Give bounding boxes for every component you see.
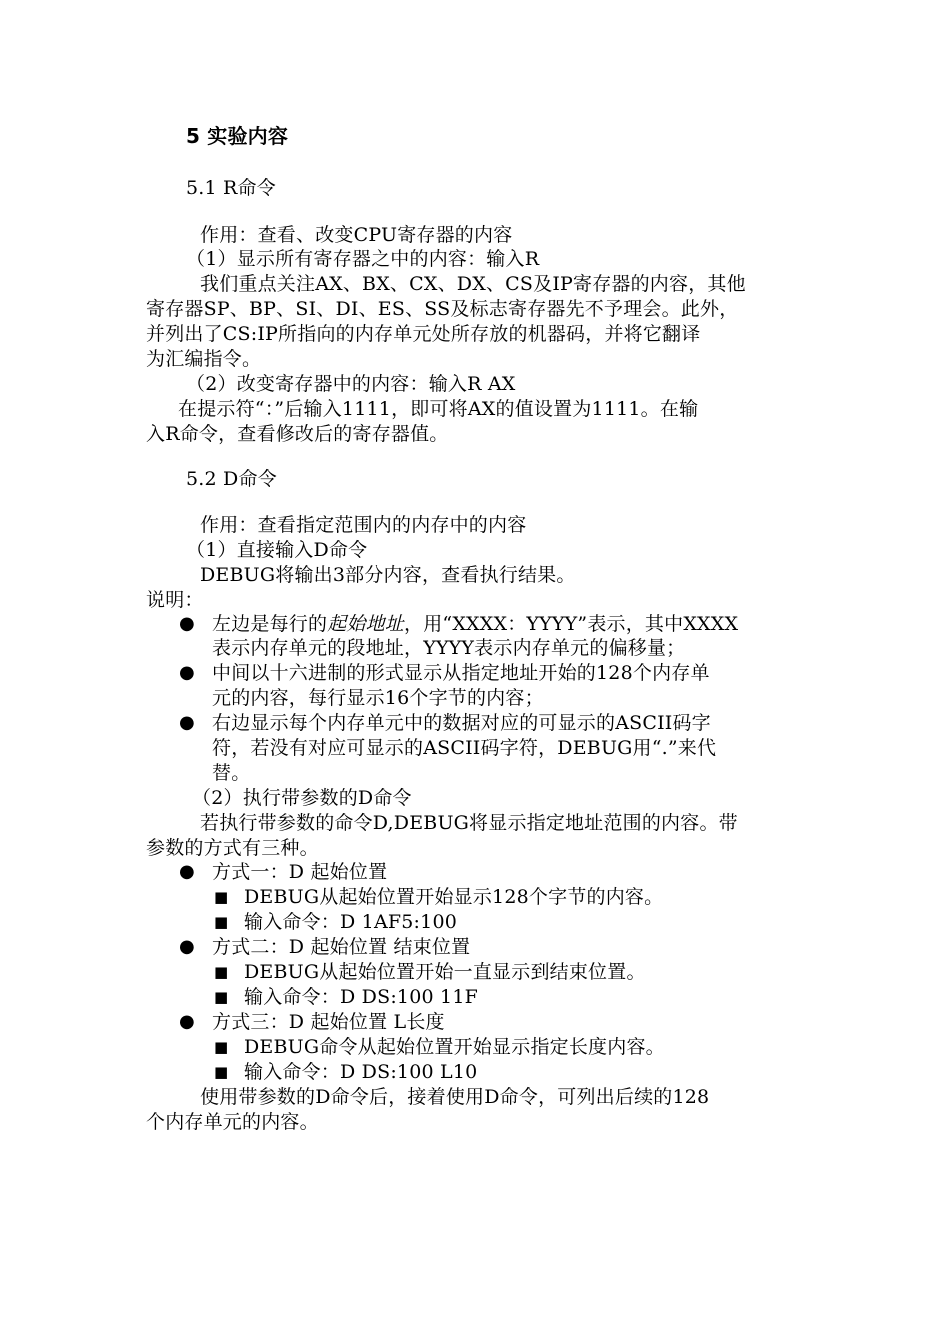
d-command-item-1-desc: DEBUG将输出3部分内容，查看执行结果。: [200, 564, 576, 586]
method-2-command: 输入命令：D DS:100 11F: [244, 986, 478, 1008]
square-bullet-icon: ■: [214, 1063, 229, 1081]
method-3: 方式三：D 起始位置 L长度: [212, 1011, 445, 1033]
square-bullet-icon: ■: [214, 888, 229, 906]
bullet-text-segment: 左边是每行的: [212, 613, 328, 635]
method-3-detail: DEBUG命令从起始位置开始显示指定长度内容。: [244, 1036, 665, 1058]
r-command-heading: 5.1 R命令: [186, 177, 276, 199]
d-command-purpose: 作用：查看指定范围内的内存中的内容: [200, 514, 527, 536]
bullet-icon: ●: [179, 936, 195, 957]
bullet-text-line: 表示内存单元的段地址，YYYY表示内存单元的偏移量；: [212, 637, 686, 659]
emphasis-start-address: 起始地址: [327, 613, 405, 635]
r-command-paragraph-line: 寄存器SP、BP、SI、DI、ES、SS及标志寄存器先不予理会。此外，: [146, 298, 739, 320]
bullet-text-line: 替。: [212, 762, 251, 784]
method-1: 方式一：D 起始位置: [212, 861, 388, 883]
method-2: 方式二：D 起始位置 结束位置: [212, 936, 471, 958]
r-command-paragraph-line: 在提示符“：”后输入1111，即可将AX的值设置为1111。在输: [178, 398, 699, 420]
square-bullet-icon: ■: [214, 988, 229, 1006]
d-command-item-2: （2）执行带参数的D命令: [192, 787, 412, 809]
method-1-command: 输入命令：D 1AF5:100: [244, 911, 458, 933]
r-command-paragraph-line: 我们重点关注AX、BX、CX、DX、CS及IP寄存器的内容，其他: [200, 273, 746, 295]
d-command-heading: 5.2 D命令: [186, 468, 277, 490]
bullet-text-line: [212, 612, 738, 636]
bullet-text-line: 元的内容，每行显示16个字节的内容；: [212, 687, 544, 709]
explanation-label: 说明：: [146, 589, 204, 611]
section-title: 5 实验内容: [186, 124, 289, 148]
method-3-command: 输入命令：D DS:100 L10: [244, 1061, 478, 1083]
bullet-icon: ●: [179, 1011, 195, 1032]
bullet-icon: ●: [179, 861, 195, 882]
d-command-item-1: （1）直接输入D命令: [186, 539, 368, 561]
r-command-item-1: （1）显示所有寄存器之中的内容：输入R: [186, 248, 540, 270]
r-command-paragraph-line: 入R命令，查看修改后的寄存器值。: [146, 423, 449, 445]
r-command-paragraph-line: 为汇编指令。: [146, 348, 262, 370]
final-paragraph-line: 使用带参数的D命令后，接着使用D命令，可列出后续的128: [200, 1086, 710, 1108]
method-2-detail: DEBUG从起始位置开始一直显示到结束位置。: [244, 961, 646, 983]
bullet-text-line: 符，若没有对应可显示的ASCII码字符，DEBUG用“.”来代: [212, 737, 717, 759]
square-bullet-icon: ■: [214, 963, 229, 981]
d-command-paragraph-line: 参数的方式有三种。: [146, 837, 319, 859]
bullet-icon: ●: [179, 662, 195, 683]
r-command-paragraph-line: 并列出了CS:IP所指向的内存单元处所存放的机器码，并将它翻译: [146, 323, 701, 345]
bullet-text-line: 右边显示每个内存单元中的数据对应的可显示的ASCII码字: [212, 712, 711, 734]
r-command-item-2: （2）改变寄存器中的内容：输入R AX: [186, 373, 516, 395]
d-command-paragraph-line: 若执行带参数的命令D,DEBUG将显示指定地址范围的内容。带: [200, 812, 738, 834]
bullet-icon: ●: [179, 712, 195, 733]
method-1-detail: DEBUG从起始位置开始显示128个字节的内容。: [244, 886, 664, 908]
square-bullet-icon: ■: [214, 913, 229, 931]
final-paragraph-line: 个内存单元的内容。: [146, 1111, 319, 1133]
r-command-purpose: 作用：查看、改变CPU寄存器的内容: [200, 224, 513, 246]
bullet-text-line: 中间以十六进制的形式显示从指定地址开始的128个内存单: [212, 662, 710, 684]
square-bullet-icon: ■: [214, 1038, 229, 1056]
bullet-icon: ●: [179, 613, 195, 634]
bullet-text-segment: ，用“XXXX：YYYY”表示，其中XXXX: [404, 613, 739, 635]
